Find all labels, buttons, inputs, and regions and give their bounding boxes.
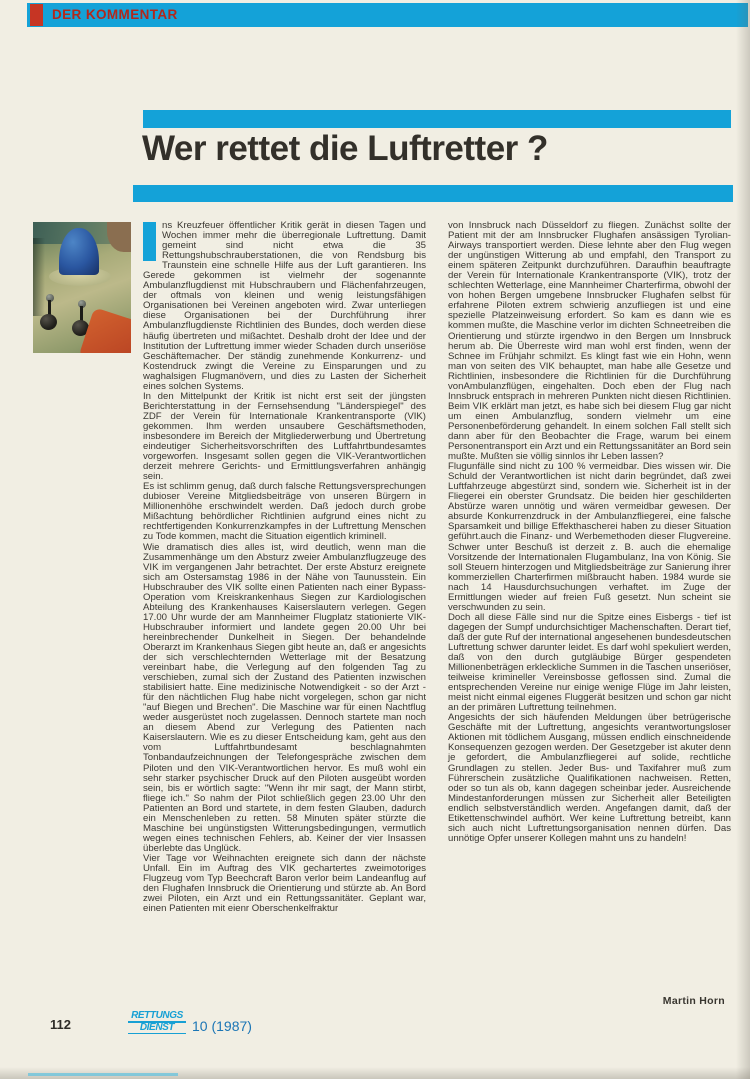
left-column <box>143 221 426 914</box>
red-marker-square <box>30 4 43 26</box>
article-paragraph: von Innsbruck nach Düsseldorf zu fliegen. Zunächst sollte der Patient mit der am Innsbrucker Flughafen ansässigen Tyrolian-Airways transportiert werden. Diese lehnte aber den Flug wegen der ungünstigen Witterung ab und empfahl, den Transport zu einem späteren Zeitpunkt durchzuführen. Daraufhin beauftragte der Verein für Internationale Krankentransporte (VIK), trotz der schlechten Wetterlage, eine Mannheimer Charterfirma, obwohl der von hohen Bergen umgebene Innsbrucker Flughafen selbst für erfahrene Piloten extrem schwierig anzufliegen ist und eine spezielle Platzeinweisung erfordert. So kam es dann wie es kommen mußte, die Maschine verlor im dichten Schneetreiben die Orientierung und stürzte irgendwo in den Bergen um Innsbruck herum ab. Die Überreste wird man wohl erst finden, wenn der Schnee im Frühjahr schmilzt. Es klingt fast wie ein Hohn, wenn man von seiten des VIK behauptet, man habe alle Gesetze und Richtlinien, insbesondere die Richtlinien für die Durchführung vonAmbulanzflügen, eingehalten. Doch eben der Flug nach Innsbruck entsprach in mehreren Punkten nicht diesen Richtlinien. Beim VIK erklärt man jetzt, es habe sich bei diesem Flug gar nicht um einen Ambulanzflug, sondern vielmehr um eine Personenbeförderung gehandelt. In einem solchen Fall stellt sich dann aber für den Beobachter die Frage, warum bei einem Personentransport ein Arzt und ein Rettungssanitäter an Bord sein mußte. Mußten sie völlig sinnlos ihr Leben lassen? <box>448 220 731 463</box>
author-signature: Martin Horn <box>662 995 725 1007</box>
article-paragraph: Flugunfälle sind nicht zu 100 % vermeidbar. Dies wissen wir. Die Schuld der Verantwortlichen ist nicht darin begründet, daß zwei Luftfahrzeuge abgestürzt sind, sondern wie. Sicherheit ist in der Fliegerei ein oberster Grundsatz. Die beiden hier geschilderten Abstürze waren unnötig und wären vermeidbar gewesen. Der absurde Konkurrenzdruck in der Ambulanzfliegerei, eine falsche Sparsamkeit und billige Effekthascherei haben zu dieser Situation geführt.auch die Finanz- und Werbemethoden dieser Flugvereine. Schwer unter Beschuß ist derzeit z. B. auch die ehemalige Vorsitzende der Internationalen Flugambulanz, Ina von König. Sie soll Steuern hinterzogen und Mitgliedsbeiträge zur Sanierung ihrer kommerziellen Charterfirmen mißbraucht haben. 1984 wurde sie nach 14 Hausdurchsuchungen verhaftet. im Zuge der Ermittlungen wieder auf freien Fuß gesetzt. Nun scheint sie verschwunden zu sein. <box>448 461 731 613</box>
title-rule-bottom <box>133 185 733 202</box>
next-page-cyan-sliver <box>28 1073 178 1076</box>
issue-number: 10 (1987) <box>192 1018 252 1034</box>
magazine-logo <box>128 1011 186 1034</box>
article-photo <box>33 222 131 353</box>
article-title: Wer rettet die Luftretter ? <box>142 129 548 168</box>
logo-line-2: DIENST <box>128 1023 186 1034</box>
right-column <box>448 221 731 844</box>
article-paragraph: Angesichts der sich häufenden Meldungen über betrügerische Geschäfte mit der Luftrettung, angesichts verantwortungsloser Aktionen mit tödlichem Ausgang, müssen endlich einschneidende Konsequenzen gezogen werden. Der Gesetzgeber ist akuter denn je gefordert, die Ambulanzfliegerei auf solide, rechtliche Grundlagen zu stellen. Jeder Bus- und Taxifahrer muß zum Führerschein zusätzliche Qualifikationen nachweisen. Retten, oder so tun als ob, kann dagegen scheinbar jeder. Ausreichende Mindestanforderungen müssen zur Sicherheit aller Beteiligten endlich selbstverständlich werden. Angefangen damit, daß der Etikettenschwindel aufhört. Wer keine Luftrettung betreibt, kann sich auch nicht Luftrettungsorganisation nennen dürfen. Das unnötige Opfer unserer Kollegen mahnt uns zu handeln! <box>448 712 731 844</box>
photo-left-shadow <box>33 238 45 316</box>
section-header-bar <box>27 3 748 27</box>
article-paragraph: Vier Tage vor Weihnachten ereignete sich dann der nächste Unfall. Ein im Auftrag des VIK gechartertes zweimotoriges Flugzeug vom Typ Beechcraft Baron verlor beim Landeanflug auf den Flughafen Innsbruck die Orientierung und stürzte ab. An Bord zwei Piloten, ein Arzt und ein Rettungssanitäter. Geplant war, einen Patienten mit eienr Oberschenkelfraktur <box>143 852 426 915</box>
photo-antenna-disc <box>40 314 57 330</box>
article-paragraph: Wie dramatisch dies alles ist, wird deutlich, wenn man die Zusammenhänge um den Absturz zweier Ambulanzflugzeuge des VIK im vergangenen Jahr betrachtet. Der erste Absturz ereignete sich am Ostersamstag 1986 in der Nähe von Taunusstein. Ein Hubschrauber des VIK sollte einen Patienten nach einer Bypass-Operation vom Kreiskrankenhaus Siegen zur Kardiologischen Abteilung des Krankenhauses Kaiserslautern verlegen. Gegen 17.00 Uhr wurde der am Mannheimer Flugplatz stationierte VIK-Hubschrauber informiert und landete gegen 20.00 Uhr bei hereinbrechender Dunkelheit in Siegen. Der behandelnde Oberarzt im Krankenhaus Siegen gibt heute an, daß er angesichts der sich verschlechternden Wetterlage mit der Besatzung vereinbart habe, die Verlegung auf den folgenden Tag zu verschieben, zumal sich der Zustand des Patienten inzwischen stabilisiert hatte. Eine medizinische Notwendigkeit - so der Arzt - für den nächtlichen Flug habe nicht vorgelegen, schon gar nicht "auf Biegen und Brechen". Die Maschine war für einen Nachtflug weder ausgerüstet noch zugelassen. Dennoch startete man noch an diesem Abend zur Verlegung des Patienten nach Kaiserslautern. Wie es zu dieser Entscheidung kam, geht aus den vom Luftfahrtbundesamt beschlagnahmten Tonbandaufzeichnungen der Telefongespräche zwischen dem Piloten und den VIK-Verantwortlichen hervor. Es muß wohl ein sehr starker psychischer Druck auf den Piloten ausgeübt worden sein, bis er wörtlich sagte: "Wenn ihr mir sagt, der Mann stirbt, fliege ich." So nahm der Pilot schließlich gegen 23.00 Uhr den Patienten an Bord und startete, in dem festen Glauben, dadurch ein Menschenleben zu retten. 58 Minuten später stürzte die Maschine bei ungünstigsten Witterungsbedingungen, vermutlich wegen eines technischen Fehlers, ab. Keiner der vier Insassen überlebte das Unglück. <box>143 541 426 854</box>
title-rule-top <box>143 110 731 128</box>
article-paragraph <box>143 221 426 392</box>
photo-brown-corner <box>107 222 131 252</box>
photo-orange-corner <box>78 307 131 353</box>
article-paragraph: Es ist schlimm genug, daß durch falsche Rettungsversprechungen dubioser Vereine Mitgliedsbeiträge von unseren Bürgern in Millionenhöhe erschwindelt werden. Daß jedoch durch grobe Mißachtung behördlicher Richtlinien aufgrund eines nicht zu rechtfertigenden Konkurrenzkampfes in der Luftrettung Menschen zu Tode kommen, macht die Situation eigentlich kriminell. <box>143 481 426 543</box>
page-number: 112 <box>50 1017 71 1032</box>
paragraph-text: ns Kreuzfeuer öffentlicher Kritik gerät in diesen Tagen und Wochen immer mehr die überregionale Luftrettung. Damit gemeint sind nicht etwa die 35 Rettungshubschrauberstationen, die von Rendsburg bis Traunstein eine schnelle Hilfe aus der Luft garantieren. Ins Gerede gekommen ist vielmehr der sogenannte Ambulanzflugdienst mit Hubschraubern und Flächenfahrzeugen, der oftmals von kleinen und wenig leistungsfähigen Organisationen bei Vereinen angeboten wird. Zwar unterliegen diese Organisationen bei der Durchführung ihrer Ambulanzflugdienste Richtlinien des Bundes, doch werden diese häufig übertreten und mißachtet. Deshalb droht der Idee und der Institution der Luftrettung immer wieder Schaden durch unseriöse Geschäftemacher. Der ständig zunehmende Konkurrenz- und Kostendruck zwingt die Vereine zu Einsparungen und zu waghalsigen Flugmanövern, und dies zu Lasten der Sicherheit eines solchen Systems. <box>143 220 426 392</box>
page-edge-right <box>736 0 750 1079</box>
article-paragraph: Doch all diese Fälle sind nur die Spitze eines Eisbergs - tief ist dagegen der Sumpf undurchsichtiger Machenschaften. Derart tief, daß der gute Ruf der international angesehenen bundesdeutschen Luftrettung schwer darunter leidet. Es darf wohl spekuliert werden, daß von den durch gutgläubige Bürger gespendeten Millionenbeträgen erkleckliche Summen in die Taschen unseriöser, teilweise krimineller Vereinsbosse geflossen sind. Zumal die entsprechenden Vereine nur einige wenige Flüge im Jahr leisten, meist nicht einmal eigenes Fluggerät besitzen und schon gar nicht an der primären Luftrettung teilnehmen. <box>448 611 731 714</box>
drop-cap-block <box>143 222 156 261</box>
logo-line-1: RETTUNGS <box>128 1011 186 1023</box>
section-label: DER KOMMENTAR <box>52 7 178 22</box>
article-paragraph: In den Mittelpunkt der Kritik ist nicht erst seit der jüngsten Berichterstattung in der Fernsehsendung "Länderspiegel" des ZDF der Verein für Internationale Krankentransporte (VIK) gekommen. Ihm werden unsaubere Geschäftsmethoden, insbesondere im Bereich der Mitgliederwerbung und Übertretung eindeutiger Sicherheitsvorschriften des Luftfahrtbundesamtes vorgeworfen. Insgesamt sollen gegen die VIK-Verantwortlichen derzeit mehrere Gerichts- und Ermittlungsverfahren anhängig sein. <box>143 390 426 483</box>
